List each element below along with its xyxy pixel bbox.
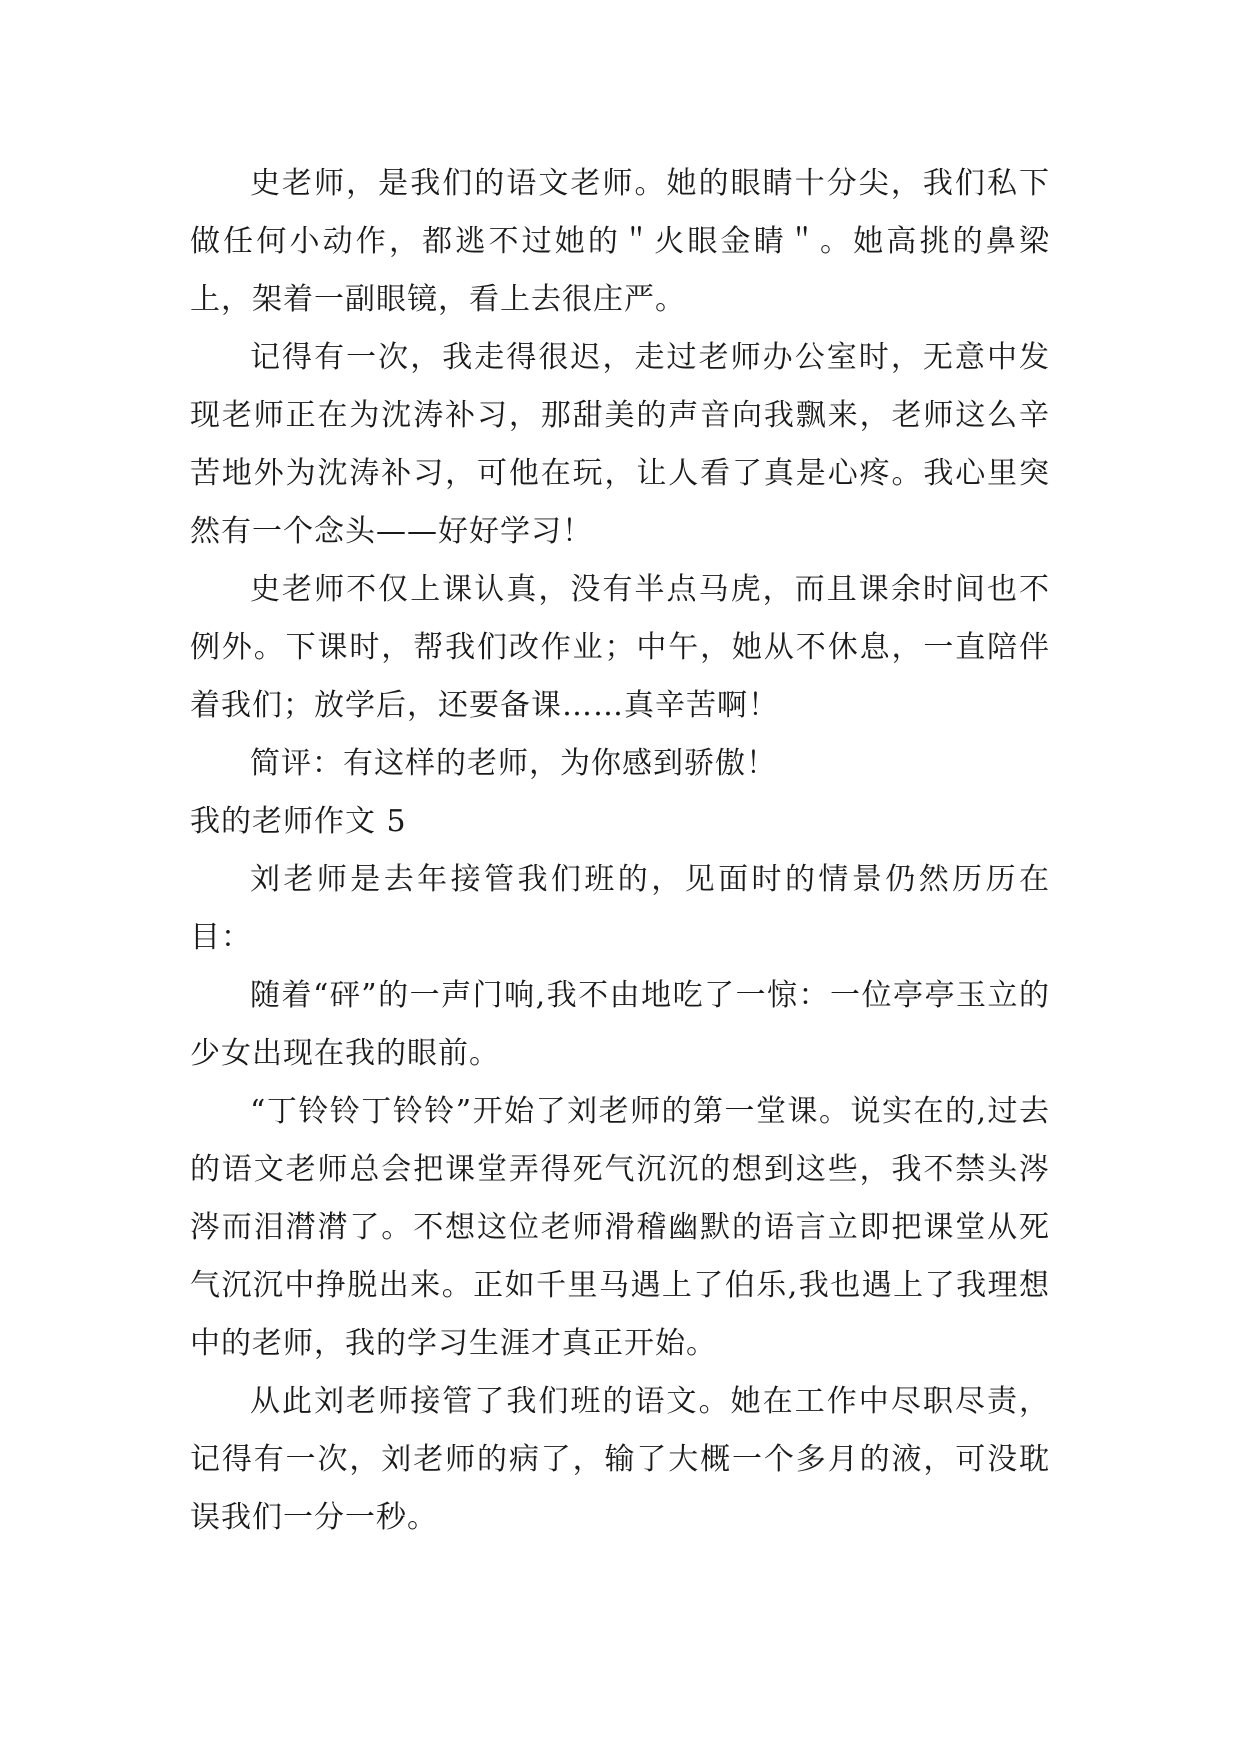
paragraph: 记得有一次，我走得很迟，走过老师办公室时，无意中发现老师正在为沈涛补习，那甜美的声音向我飘来，老师这么辛苦地外为沈涛补习，可他在玩，让人看了真是心疼。我心里突然有一个念头——好好学习！ xyxy=(190,340,1050,549)
document-body xyxy=(190,155,1050,1547)
paragraph: 随着“砰”的一声门响,我不由地吃了一惊：一位亭亭玉立的少女出现在我的眼前。 xyxy=(190,978,1050,1071)
paragraph: “丁铃铃丁铃铃”开始了刘老师的第一堂课。说实在的,过去的语文老师总会把课堂弄得死气沉沉的想到这些，我不禁头涔涔而泪潸潸了。不想这位老师滑稽幽默的语言立即把课堂从死气沉沉中挣脱出来。正如千里马遇上了伯乐,我也遇上了我理想中的老师，我的学习生涯才真正开始。 xyxy=(190,1094,1050,1361)
paragraph: 从此刘老师接管了我们班的语文。她在工作中尽职尽责，记得有一次，刘老师的病了，输了大概一个多月的液，可没耽误我们一分一秒。 xyxy=(190,1384,1050,1535)
paragraph-comment: 简评：有这样的老师，为你感到骄傲！ xyxy=(250,746,777,781)
paragraph: 史老师，是我们的语文老师。她的眼睛十分尖，我们私下做任何小动作，都逃不过她的＂火眼金睛＂。她高挑的鼻梁上，架着一副眼镜，看上去很庄严。 xyxy=(190,166,1050,317)
paragraph: 史老师不仅上课认真，没有半点马虎，而且课余时间也不例外。下课时，帮我们改作业；中午，她从不休息，一直陪伴着我们；放学后，还要备课……真辛苦啊！ xyxy=(190,572,1050,723)
section-title: 我的老师作文 5 xyxy=(190,804,407,839)
paragraph: 刘老师是去年接管我们班的，见面时的情景仍然历历在目： xyxy=(190,862,1050,955)
